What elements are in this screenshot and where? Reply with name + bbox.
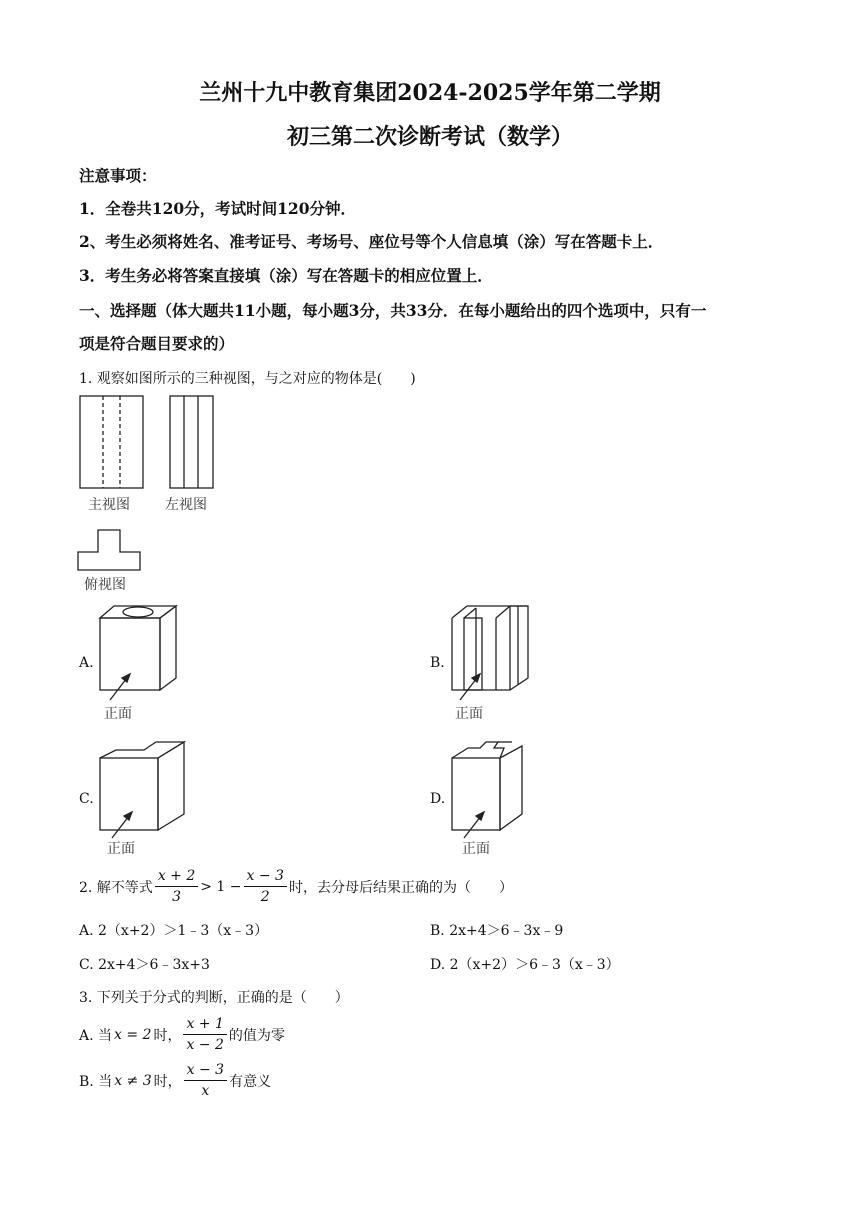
- front-view-outline: [80, 396, 143, 488]
- q3-option-a-numerator: x + 1: [183, 1014, 226, 1035]
- slot-inner-top: [464, 608, 476, 618]
- block-front-face: [100, 618, 160, 690]
- q2-stem-prefix: 2. 解不等式: [79, 879, 153, 896]
- q3-option-a-prefix: A. 当: [79, 1027, 113, 1044]
- q1-option-b-figure: [450, 604, 532, 694]
- q1-option-d-face-label: 正面: [462, 841, 490, 857]
- q3-option-b-suffix: 有意义: [229, 1073, 272, 1090]
- block-top-notch: [452, 742, 504, 758]
- q2-fraction-2: [244, 866, 287, 907]
- q3-option-b-condition: x ≠ 3: [114, 1072, 152, 1089]
- q2-fraction-2-numerator: x − 3: [244, 866, 287, 887]
- q3-option-a: [79, 1014, 285, 1055]
- q3-option-a-mid: 时，: [153, 1027, 182, 1044]
- left-view-caption: 左视图: [165, 497, 207, 513]
- exam-title-line1: 兰州十九中教育集团2024-2025学年第二学期: [199, 80, 661, 106]
- q3-option-a-denominator: x − 2: [186, 1037, 224, 1053]
- block-side-face: [500, 746, 522, 830]
- q3-option-b-numerator: x − 3: [184, 1060, 227, 1081]
- q1-top-view: [78, 528, 142, 572]
- q2-fraction-1: [155, 866, 198, 907]
- note-item-3: 3．考生务必将答案直接填（涂）写在答题卡的相应位置上．: [79, 266, 493, 285]
- q1-option-a-label: A.: [79, 655, 94, 671]
- top-view-outline: [78, 530, 140, 570]
- q3-option-b: [79, 1060, 271, 1101]
- q2-stem-suffix: 时，去分母后结果正确的为（ ）: [288, 879, 513, 896]
- q3-option-b-denominator: x: [201, 1083, 210, 1099]
- top-view-caption: 俯视图: [84, 577, 126, 593]
- left-view-outline: [170, 396, 213, 488]
- front-arrow-head: [122, 674, 130, 682]
- block-side-face: [158, 742, 184, 830]
- q2-option-d: D. 2（x+2）＞6﹣3（x﹣3）: [430, 957, 620, 973]
- q1-option-d-label: D.: [430, 791, 446, 807]
- slot-block-top-edge-left: [452, 606, 467, 618]
- q1-option-c-label: C.: [79, 791, 94, 807]
- q1-front-and-left-views: [80, 396, 220, 490]
- q2-fraction-2-denominator: 2: [260, 889, 270, 905]
- note-item-1: 1．全卷共120分，考试时间120分钟．: [79, 199, 356, 218]
- exam-title-line2: 初三第二次诊断考试（数学）: [286, 124, 573, 150]
- q3-stem: 3. 下列关于分式的判断，正确的是（ ）: [79, 990, 349, 1006]
- q2-fraction-1-numerator: x + 2: [155, 866, 198, 887]
- q3-option-a-suffix: 的值为零: [228, 1027, 285, 1044]
- q2-option-b: B. 2x+4＞6﹣3x﹣9: [430, 923, 564, 939]
- block-top-hole: [123, 607, 153, 617]
- q1-option-b-label: B.: [430, 655, 445, 671]
- slot-block-top-edge-front: [496, 606, 510, 618]
- section1-heading-line1: 一、选择题（体大题共11小题，每小题3分，共33分．在每小题给出的四个选项中，只有一: [79, 301, 707, 320]
- q3-option-b-fraction: [184, 1060, 227, 1101]
- q3-option-b-mid: 时，: [153, 1073, 182, 1090]
- q1-option-d-figure: [450, 740, 530, 832]
- q3-option-b-prefix: B. 当: [79, 1073, 113, 1090]
- block-front-face: [452, 758, 500, 830]
- notes-heading: 注意事项：: [79, 166, 157, 185]
- front-view-caption: 主视图: [88, 497, 130, 513]
- q3-option-a-condition: x = 2: [114, 1026, 152, 1043]
- q1-option-b-face-label: 正面: [455, 706, 483, 722]
- block-top-face: [100, 606, 176, 618]
- q1-option-c-face-label: 正面: [107, 841, 135, 857]
- note-item-2: 2、考生必须将姓名、准考证号、考场号、座位号等个人信息填（涂）写在答题卡上．: [79, 232, 664, 251]
- front-arrow-head: [476, 812, 484, 820]
- q1-stem: 1. 观察如图所示的三种视图，与之对应的物体是( ): [79, 371, 416, 387]
- q2-stem-middle: > 1 −: [200, 878, 242, 895]
- section1-heading-line2: 项是符合题目要求的）: [79, 334, 235, 353]
- slot-block-side: [496, 606, 528, 690]
- q3-option-a-fraction: [183, 1014, 226, 1055]
- q2-stem: [79, 866, 513, 907]
- q1-option-a-figure: [98, 604, 180, 694]
- q2-option-a: A. 2（x+2）＞1﹣3（x﹣3）: [79, 923, 269, 939]
- q2-option-c: C. 2x+4＞6﹣3x+3: [79, 957, 210, 973]
- q1-option-c-figure: [98, 740, 188, 832]
- front-arrow-head: [124, 812, 132, 820]
- q1-option-a-face-label: 正面: [104, 706, 132, 722]
- q2-fraction-1-denominator: 3: [172, 889, 181, 905]
- block-side-face: [160, 606, 176, 690]
